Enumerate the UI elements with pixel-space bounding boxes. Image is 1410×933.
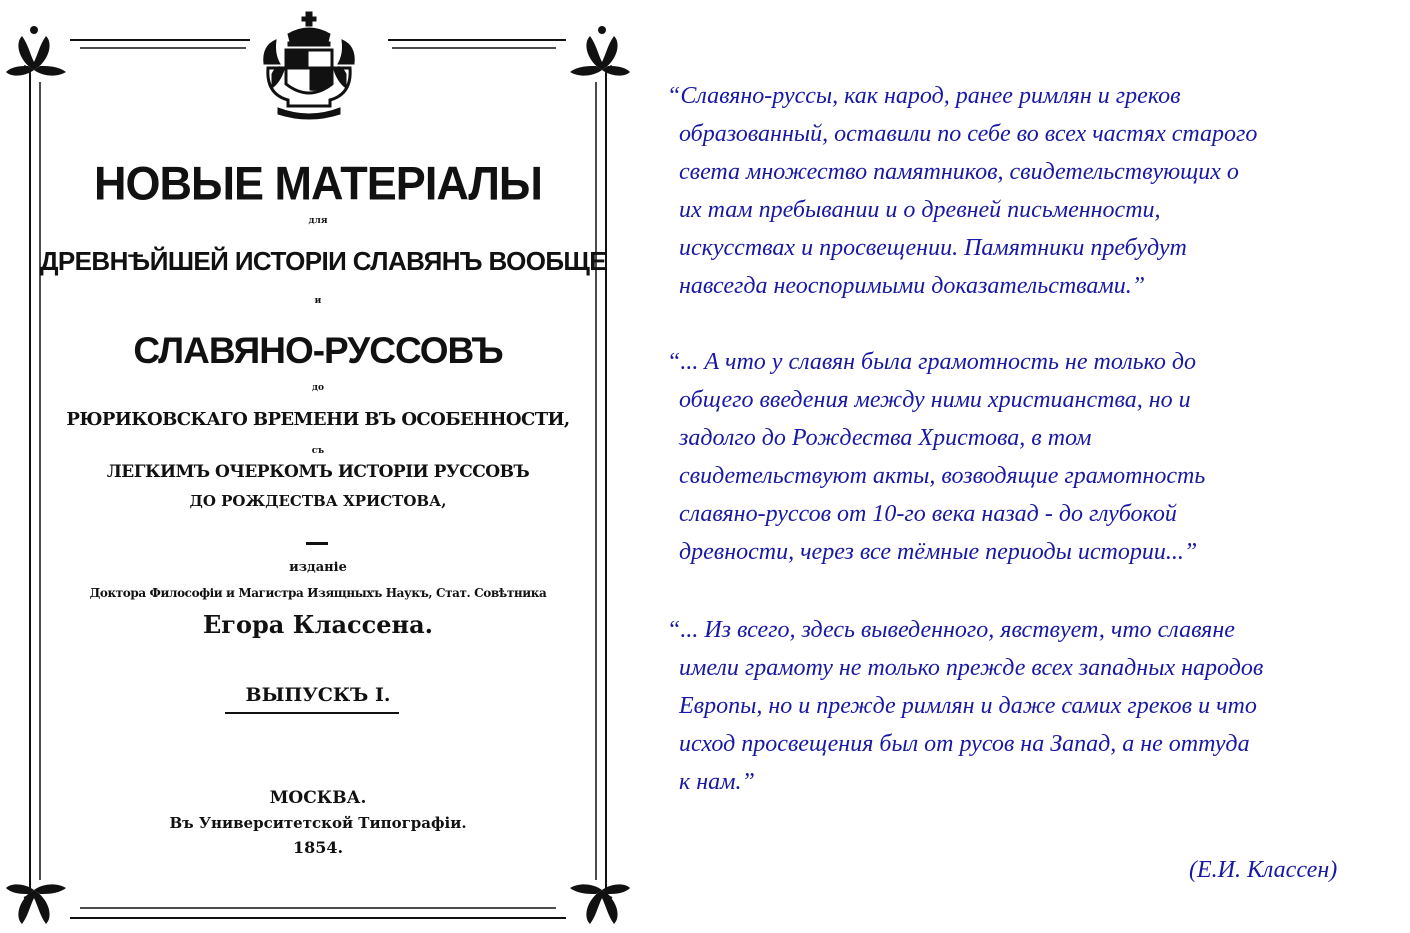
separator-dash bbox=[306, 542, 328, 545]
coat-of-arms-icon bbox=[258, 8, 360, 120]
title-line: ДРЕВНѢЙШЕЙ ИСТОРІИ СЛАВЯНЪ ВООБЩЕ bbox=[40, 246, 607, 276]
quote-line: общего введения между ними христианства, но и bbox=[679, 387, 1191, 413]
publication-year: 1854. bbox=[292, 838, 344, 857]
quote-line: навсегда неоспоримыми доказательствами.” bbox=[679, 273, 1146, 299]
quote-line: образованный, оставили по себе во всех частях старого bbox=[679, 121, 1258, 147]
quote-line: к нам.” bbox=[679, 769, 755, 795]
quote-line: исход просвещения был от русов на Запад, а не оттуда bbox=[679, 731, 1250, 757]
quote-line: искусствах и просвещении. Памятники пребудут bbox=[679, 235, 1187, 261]
book-main-title: НОВЫЕ МАТЕРІАЛЫ bbox=[93, 156, 542, 211]
corner-ornament-top-left bbox=[6, 26, 66, 76]
quote-line: “... Из всего, здесь выведенного, явствует, что славяне bbox=[667, 617, 1235, 643]
corner-ornament-bottom-right bbox=[570, 884, 630, 924]
quote-attribution: (Е.И. Классен) bbox=[1189, 857, 1338, 883]
quote-line: древности, через все тёмные периоды истории...” bbox=[679, 539, 1198, 565]
quote-line: задолго до Рождества Христова, в том bbox=[679, 425, 1092, 451]
quote-line: “... А что у славян была грамотность не только до bbox=[667, 349, 1197, 375]
title-line: ДО РОЖДЕСТВА ХРИСТОВА, bbox=[189, 492, 447, 510]
quote-line: славяно-руссов от 10-го века назад - до глубокой bbox=[679, 501, 1177, 527]
title-small-word: съ bbox=[311, 446, 325, 456]
title-line: ЛЕГКИМЪ ОЧЕРКОМЪ ИСТОРІИ РУССОВЪ bbox=[106, 462, 530, 482]
issue-underline bbox=[225, 712, 399, 714]
title-line: СЛАВЯНО-РУССОВЪ bbox=[133, 330, 503, 371]
title-line: РЮРИКОВСКАГО ВРЕМЕНИ ВЪ ОСОБЕННОСТИ, bbox=[66, 409, 570, 430]
quote-line: Европы, но и прежде римлян и даже самих греков и что bbox=[679, 693, 1257, 719]
quotes-panel bbox=[650, 0, 1400, 933]
corner-ornament-top-right bbox=[570, 26, 630, 76]
quote-line: “Славяно-руссы, как народ, ранее римлян и греков bbox=[667, 83, 1181, 109]
author-credentials: Доктора Философіи и Магистра Изящныхъ Наукъ, Стат. Совѣтника bbox=[89, 586, 547, 600]
title-small-word: до bbox=[311, 383, 324, 393]
title-small-word: для bbox=[308, 216, 328, 226]
corner-ornament-bottom-left bbox=[6, 884, 66, 924]
title-small-word: и bbox=[314, 296, 322, 306]
quote-line: свидетельствуют акты, возводящие грамотность bbox=[679, 463, 1206, 489]
publication-city: МОСКВА. bbox=[269, 788, 367, 808]
quote-line: света множество памятников, свидетельствующих о bbox=[679, 159, 1239, 185]
publisher: Въ Университетской Типографіи. bbox=[169, 814, 467, 832]
book-title-page bbox=[0, 0, 636, 933]
quote-line: имели грамоту не только прежде всех западных народов bbox=[679, 655, 1264, 681]
author-name: Егора Классена. bbox=[203, 610, 433, 639]
edition-label: изданіе bbox=[289, 560, 347, 575]
quote-line: их там пребывании и о древней письменности, bbox=[679, 197, 1161, 223]
issue-label: ВЫПУСКЪ I. bbox=[245, 684, 391, 706]
